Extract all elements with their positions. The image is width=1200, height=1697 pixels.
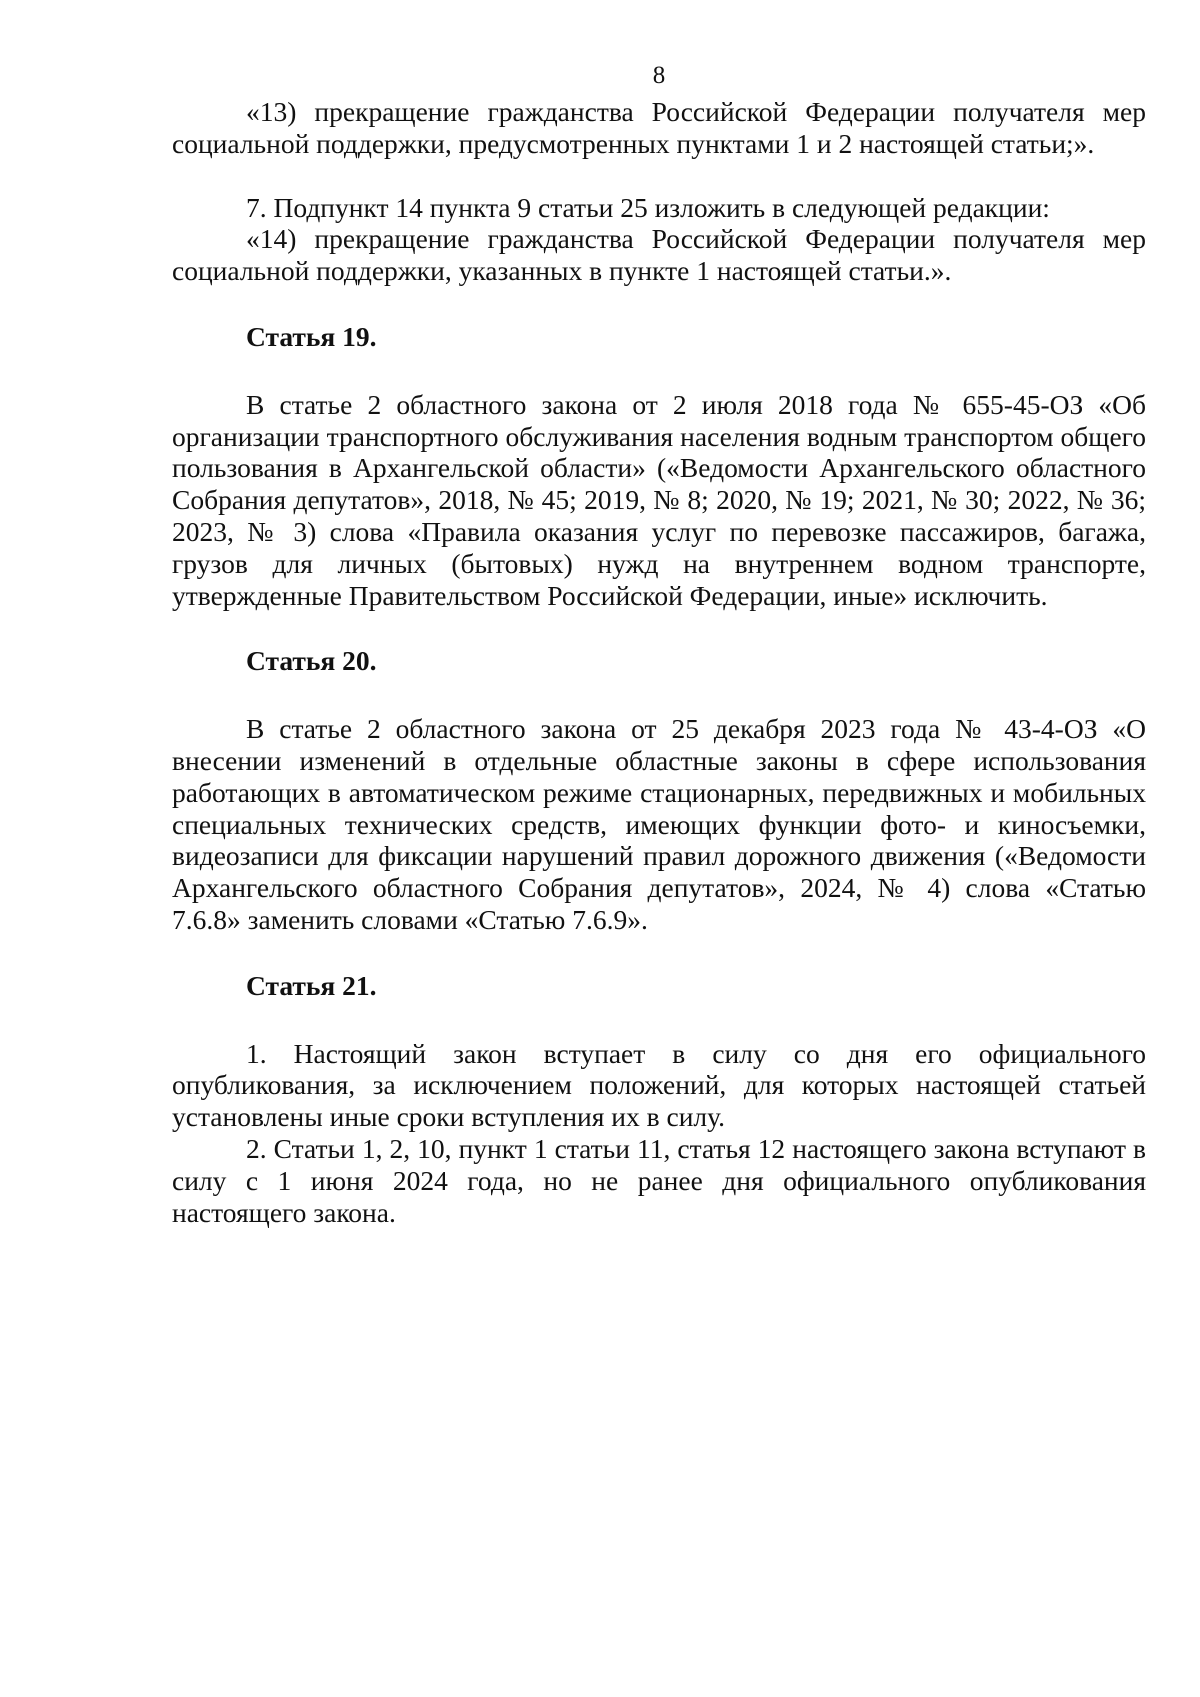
article-20-heading: Статья 20. [246,645,377,677]
article-19-text: В статье 2 областного закона от 2 июля 2018 года № 655-45-ОЗ «Об организации транспортного обслуживания населения водным транспортом общего пользования в Архангельской области» («Ведомости Архангельского областного Собрания депутатов», 2018, № 45; 2019, № 8; 2020, № 19; 2021, № 30; 2022, № 36; 2023, № 3) слова «Правила оказания услуг по перевозке пассажиров, багажа, грузов для личных (бытовых) нужд на внутреннем водном транспорте, утвержденные Правительством Российской Федерации, иные» исключить. [172,388,1146,611]
paragraph-item-7: 7. Подпункт 14 пункта 9 статьи 25 изложить в следующей редакции: [246,191,1050,223]
document-page [172,62,1146,1228]
article-21-paragraph-2: 2. Статьи 1, 2, 10, пункт 1 статьи 11, статья 12 настоящего закона вступают в силу с 1 июня 2024 года, но не ранее дня официального опубликования настоящего закона. [172,1132,1146,1228]
article-19-heading: Статья 19. [246,320,377,352]
article-20-text: В статье 2 областного закона от 25 декабря 2023 года № 43-4-ОЗ «О внесении изменений в отдельные областные законы в сфере использования работающих в автоматическом режиме стационарных, передвижных и мобильных специальных технических средств, имеющих функции фото- и киносъемки, видеозаписи для фиксации нарушений правил дорожного движения («Ведомости Архангельского областного Собрания депутатов», 2024, № 4) слова «Статью 7.6.8» заменить словами «Статью 7.6.9». [172,713,1146,935]
page-number: 8 [652,62,666,89]
article-21-paragraph-1: 1. Настоящий закон вступает в силу со дня его официального опубликования, за исключением положений, для которых настоящей статьей установлены иные сроки вступления их в силу. [172,1037,1146,1133]
paragraph-item-13: «13) прекращение гражданства Российской Федерации получателя мер социальной поддержки, предусмотренных пунктами 1 и 2 настоящей статьи;». [172,96,1146,159]
article-21-heading: Статья 21. [246,969,377,1001]
paragraph-item-14: «14) прекращение гражданства Российской Федерации получателя мер социальной поддержки, указанных в пункте 1 настоящей статьи.». [172,223,1146,287]
